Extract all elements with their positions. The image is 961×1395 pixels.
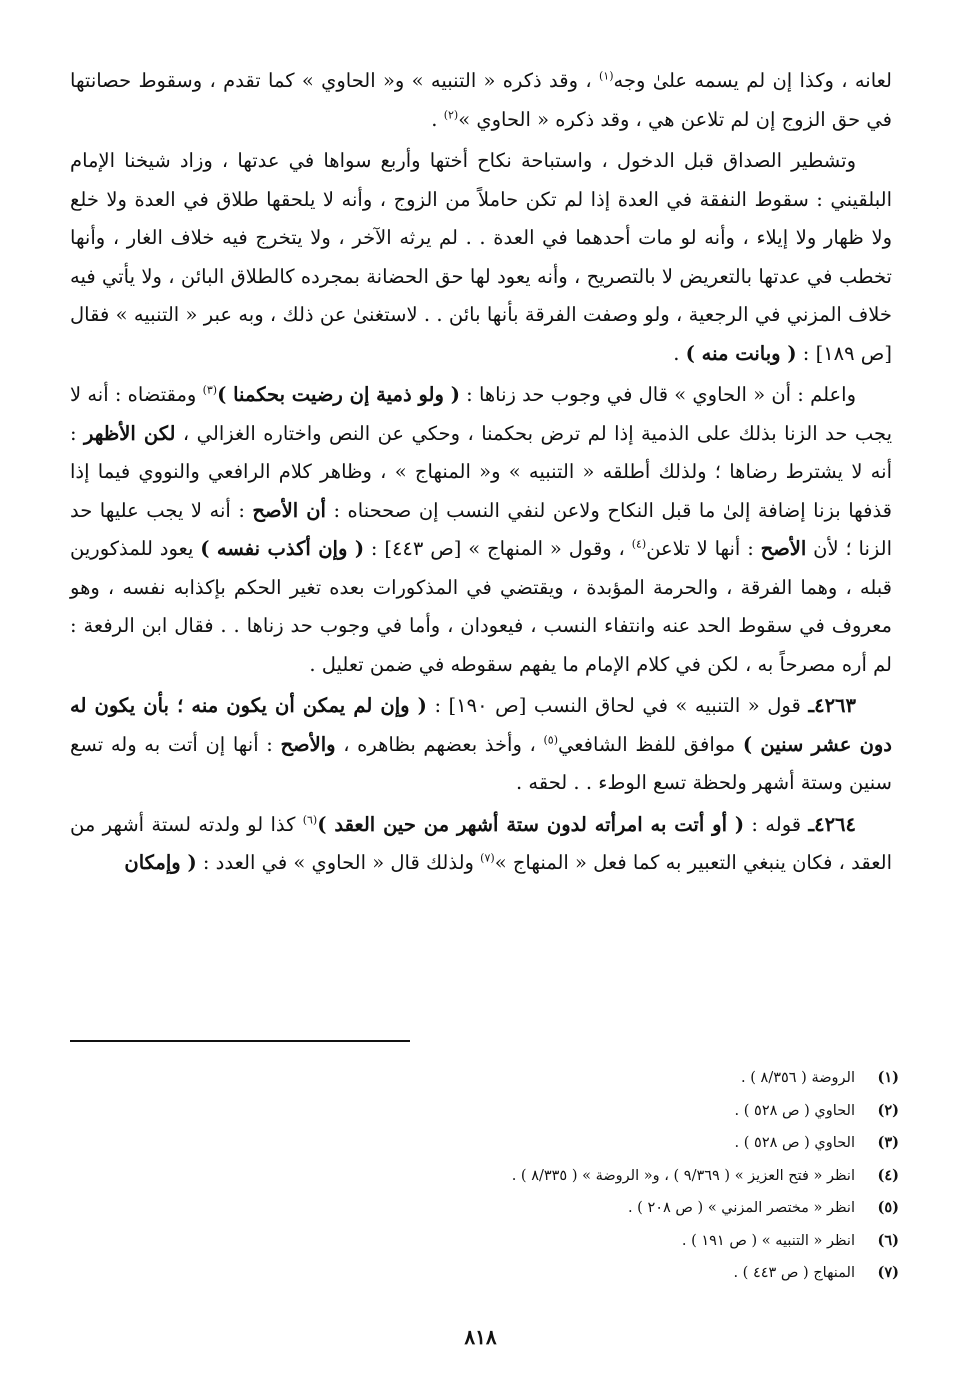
bold-text: ( ولو ذمية إن رضيت بحكمنا )	[217, 383, 460, 406]
text-run: ، وقول « المنهاج » [ص ٤٤٣] :	[364, 537, 632, 560]
main-text	[70, 62, 892, 886]
page-number: ٨١٨	[464, 1325, 497, 1349]
bold-text: ( وإمكان	[124, 851, 197, 874]
footnote-item	[119, 1225, 899, 1258]
text-run: قول « التنبيه » في لحاق النسب [ص ١٩٠] :	[426, 694, 809, 717]
footnote-number: (٢)	[877, 1101, 899, 1119]
footnote-marker: (٧)	[480, 851, 495, 865]
footnote-item	[119, 1160, 899, 1193]
footnote-text: الحاوي ( ص ٥٢٨ ) .	[734, 1135, 855, 1151]
text-run: موافق للفظ الشافعي	[558, 732, 743, 756]
footnote-item	[119, 1257, 899, 1290]
footnote-item	[119, 1062, 899, 1095]
footnote-item	[119, 1192, 899, 1225]
bold-text: الأصح	[760, 537, 807, 560]
text-run: .	[673, 341, 686, 365]
paragraph-2	[70, 142, 892, 373]
bold-text: ٤٢٦٣ـ	[808, 694, 856, 717]
paragraph-1	[70, 62, 892, 139]
footnote-marker: (١)	[598, 69, 614, 83]
bold-text: أن الأصح	[252, 498, 326, 522]
footnote-item	[119, 1095, 899, 1128]
paragraph-3	[70, 376, 892, 684]
text-run: : أنه لا يجب عليها حد الزنا ؛ لأن	[70, 498, 892, 560]
text-run: لعانه ، وكذا إن لم يسمه علىٰ وجه	[613, 69, 892, 92]
footnote-divider	[70, 1040, 410, 1042]
footnote-marker: (٤)	[631, 537, 647, 551]
paragraph-4	[70, 687, 892, 803]
footnote-number: (٧)	[877, 1264, 899, 1281]
text-run: يعود للمذكورين قبله ، وهما الفرقة ، والحرمة المؤبدة ، ويقتضي في المذكورات بعده تغير الحكم بإكذابه نفسه ، وهو معروف في سقوط الحد عنه وانتفاء النسب ، فيعودان ، وأما في وجوب حد زناها . . فقال ابن الرفعة : لم أره مصرحاً به ، لكن في كلام الإمام ما يفهم سقوطه في ضمن تعليل .	[70, 537, 892, 676]
footnote-text: الروضة ( ٨/٣٥٦ ) .	[741, 1070, 855, 1086]
footnotes	[119, 1062, 899, 1290]
text-run: .	[431, 107, 444, 131]
footnote-text: انظر « مختصر المزني » ( ص ٢٠٨ ) .	[627, 1200, 855, 1216]
bold-text: والأصح	[280, 732, 336, 756]
text-run: : أنه لا يشترط رضاها ؛ ولذلك أطلقه « التنبيه » و« المنهاج » ، وظاهر كلام الرافعي والنووي فيما إذا قذفها بزنا إضافة إلىٰ ما قبل النكاح ولاعن لنفي النسب إن صححناه :	[70, 421, 892, 522]
text-run: : أنها إن أتت به وله تسع سنين وستة أشهر ولحظة تسع الوطء . . لحقه .	[70, 732, 892, 794]
footnote-item	[119, 1127, 899, 1160]
bold-text: لكن الأظهر	[84, 421, 176, 445]
footnote-text: الحاوي ( ص ٥٢٨ ) .	[734, 1102, 855, 1119]
footnote-marker: (٥)	[543, 733, 558, 746]
footnote-text: المنهاج ( ص ٤٤٣ ) .	[733, 1265, 855, 1281]
text-run: ، وأخذ بعضهم بظاهره ،	[335, 732, 544, 756]
bold-text: ( وإن أكذب نفسه )	[200, 537, 365, 560]
bold-text: ( أو أتت به امرأته لدون ستة أشهر من حين العقد )	[317, 812, 745, 836]
text-run: كذا لو ولدته لستة أشهر من العقد ، فكان ينبغي التعبير به كما فعل « المنهاج »	[70, 812, 892, 874]
text-run: قوله :	[744, 812, 809, 836]
footnote-number: (٣)	[877, 1134, 899, 1151]
footnote-number: (٥)	[877, 1199, 899, 1216]
text-run: ولذلك قال « الحاوي » في العدد :	[196, 851, 481, 874]
footnote-number: (١)	[877, 1069, 899, 1086]
footnote-marker: (٣)	[202, 383, 218, 397]
paragraph-5	[70, 806, 892, 883]
bold-text: ( وبانت منه )	[685, 341, 797, 365]
footnote-marker: (٦)	[302, 813, 318, 826]
text-run: : أنها لا تلاعن	[646, 537, 761, 560]
footnote-marker: (٢)	[443, 108, 459, 121]
footnote-text: انظر « فتح العزيز » ( ٩/٣٦٩ ) ، و« الروضة » ( ٨/٣٣٥ ) .	[511, 1167, 855, 1184]
text-run: ، وقد ذكره « التنبيه » و« الحاوي » كما تقدم ، وسقوط حصانتها في حق الزوج إن لم تلاعن هي ، وقد ذكره « الحاوي »	[70, 69, 892, 131]
footnote-number: (٤)	[877, 1166, 899, 1184]
bold-text: ٤٢٦٤ـ	[808, 812, 857, 836]
text-run: واعلم : أن « الحاوي » قال في وجوب حد زناها :	[459, 383, 857, 406]
text-run: ومقتضاه : أنه لا يجب حد الزنا بذلك على الذمية إذا لم ترض بحكمنا ، وحكي عن النص واختاره الغزالي ،	[70, 383, 892, 445]
footnote-number: (٦)	[877, 1231, 899, 1249]
text-run: وتشطير الصداق قبل الدخول ، واستباحة نكاح أختها وأربع سواها في عدتها ، وزاد شيخنا الإمام البلقيني : سقوط النفقة في العدة إذا لم تكن حاملاً من الزوج ، وأنه لا يلحقها طلاق في العدة ولا خلع ولا ظهار ولا إيلاء ، وأنه لو مات أحدهما في العدة . . لم يرثه الآخر ، ولا يتخرج فيه خلاف الغار ، وأنها تخطب في عدتها بالتعريض لا بالتصريح ، وأنه يعود لها حق الحضانة بمجرده كالطلاق البائن ، ولا يأتي فيه خلاف المزني في الرجعية ، ولو وصفت الفرقة بأنها بائن . . لاستغنىٰ عن ذلك ، وبه عبر « التنبيه » فقال [ص ١٨٩] :	[70, 149, 892, 365]
bold-text: ( وإن لم يمكن أن يكون منه ؛ بأن يكون له دون عشر سنين )	[70, 694, 892, 756]
footnote-text: انظر « التنبيه » ( ص ١٩١ ) .	[681, 1232, 855, 1249]
